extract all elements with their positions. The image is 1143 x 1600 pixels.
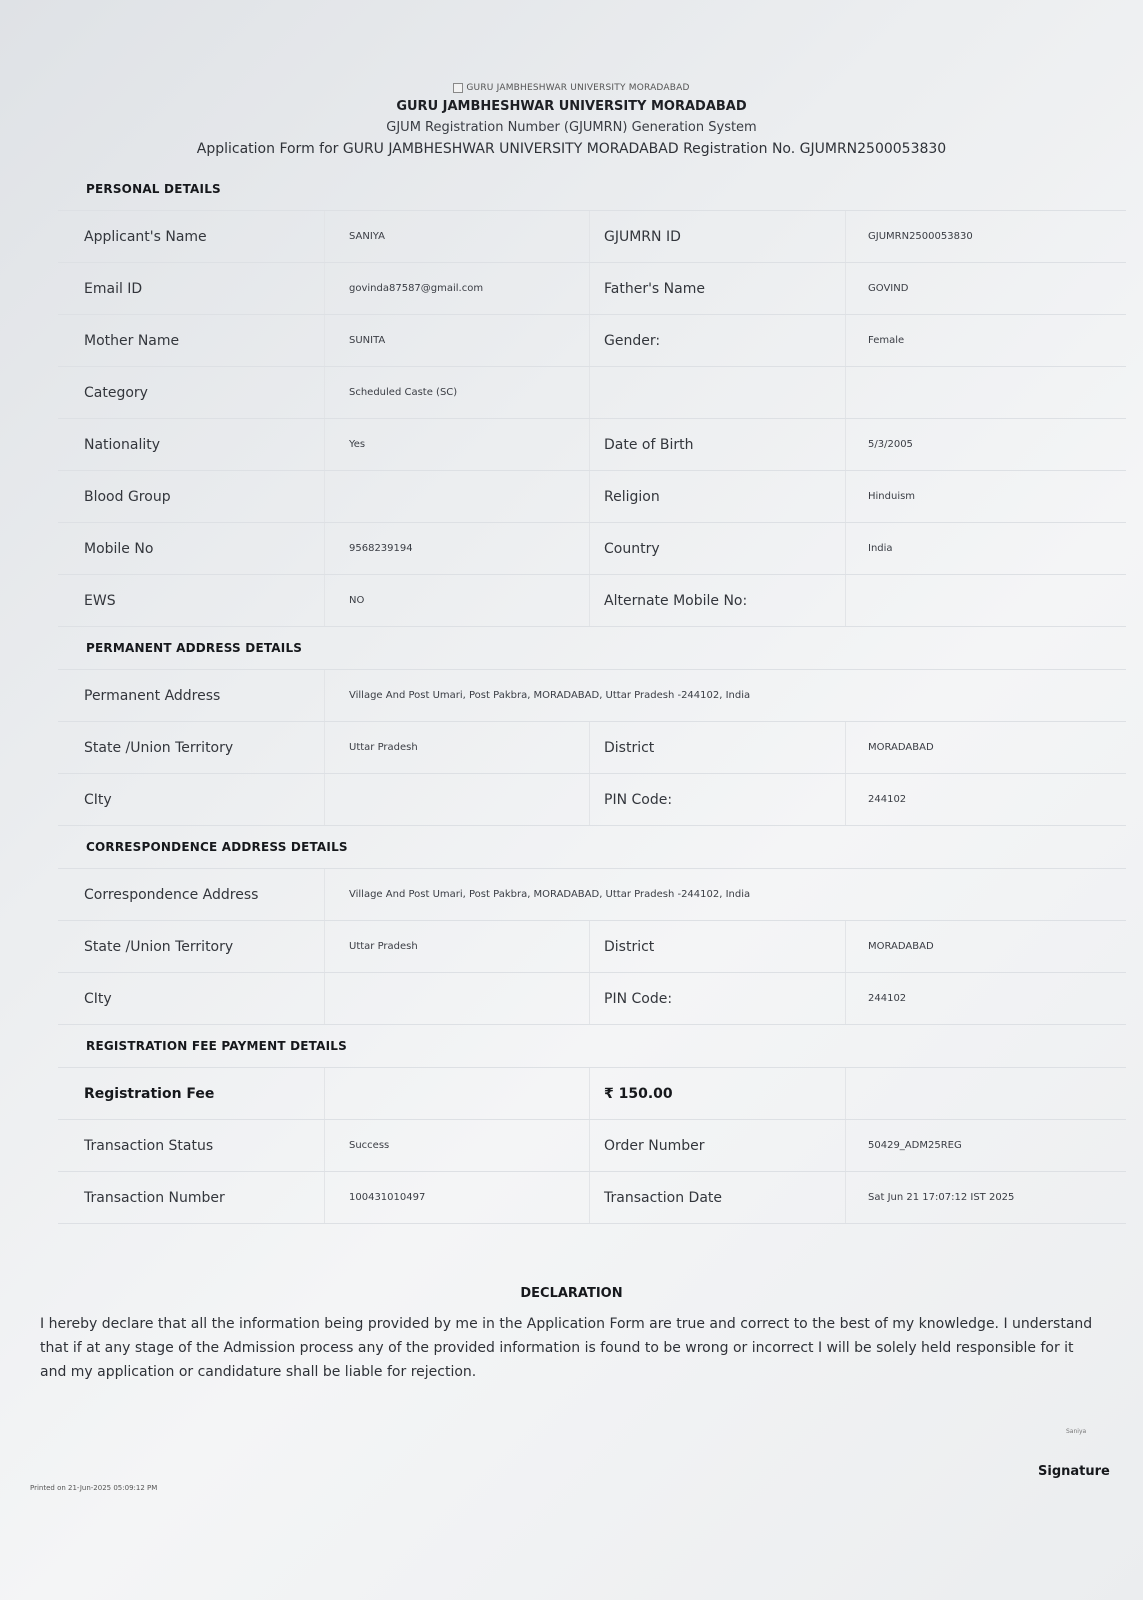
table-row <box>58 774 1126 826</box>
table-row <box>58 1068 1126 1120</box>
form-table <box>58 168 1126 1224</box>
table-row <box>58 315 1126 367</box>
field-value <box>325 471 590 522</box>
table-row <box>58 869 1126 921</box>
table-row <box>58 211 1126 263</box>
field-value: MORADABAD <box>868 742 934 753</box>
field-value: GOVIND <box>868 283 909 294</box>
field-value <box>325 973 590 1024</box>
field-value: Sat Jun 21 17:07:12 IST 2025 <box>868 1192 1015 1203</box>
declaration-heading: DECLARATION <box>520 1286 623 1301</box>
field-value <box>325 1068 590 1119</box>
signature-image: Saniya <box>1066 1428 1087 1435</box>
field-label: Transaction Status <box>58 1120 325 1171</box>
table-row <box>58 670 1126 722</box>
field-value <box>325 774 590 825</box>
field-label: State /Union Territory <box>58 921 325 972</box>
field-value: 100431010497 <box>325 1172 590 1223</box>
field-value: India <box>868 543 893 554</box>
signature-label: Signature <box>1038 1464 1110 1479</box>
field-value <box>846 1068 1126 1119</box>
field-label: GJUMRN ID <box>590 211 846 262</box>
registration-fee-amount: ₹ 150.00 <box>590 1068 846 1119</box>
form-header <box>0 78 1143 157</box>
field-label: PIN Code: <box>590 774 846 825</box>
field-label: CIty <box>58 973 325 1024</box>
field-label: State /Union Territory <box>58 722 325 773</box>
field-value: SANIYA <box>325 211 590 262</box>
field-label: Permanent Address <box>58 670 325 721</box>
table-row <box>58 471 1126 523</box>
university-logo <box>453 83 689 93</box>
table-row <box>58 263 1126 315</box>
table-row <box>58 523 1126 575</box>
table-row <box>58 575 1126 627</box>
field-value: govinda87587@gmail.com <box>325 263 590 314</box>
table-row <box>58 367 1126 419</box>
field-value: Female <box>868 335 905 346</box>
field-value: Scheduled Caste (SC) <box>325 367 590 418</box>
field-label: EWS <box>58 575 325 626</box>
field-label: Transaction Date <box>590 1172 846 1223</box>
field-label: Gender: <box>590 315 846 366</box>
permanent-address-heading: PERMANENT ADDRESS DETAILS <box>58 627 1126 670</box>
field-label: District <box>590 722 846 773</box>
field-value: Village And Post Umari, Post Pakbra, MORADABAD, Uttar Pradesh -244102, India <box>349 889 751 900</box>
broken-image-icon <box>453 83 463 93</box>
application-title: Application Form for GURU JAMBHESHWAR UNIVERSITY MORADABAD Registration No. GJUMRN2500053830 <box>196 141 947 157</box>
personal-details-heading: PERSONAL DETAILS <box>58 168 1126 211</box>
logo-alt-text: GURU JAMBHESHWAR UNIVERSITY MORADABAD <box>466 83 690 93</box>
field-label: Order Number <box>590 1120 846 1171</box>
field-value: 5/3/2005 <box>868 439 913 450</box>
field-label <box>590 367 846 418</box>
field-value: 50429_ADM25REG <box>868 1140 962 1151</box>
system-name: GJUM Registration Number (GJUMRN) Generation System <box>386 120 757 135</box>
field-label: Blood Group <box>58 471 325 522</box>
field-label: Nationality <box>58 419 325 470</box>
field-value: 244102 <box>868 794 907 805</box>
field-value: SUNITA <box>325 315 590 366</box>
field-label: Mobile No <box>58 523 325 574</box>
registration-fee-label: Registration Fee <box>58 1068 325 1119</box>
field-value: Uttar Pradesh <box>325 722 590 773</box>
field-label: Date of Birth <box>590 419 846 470</box>
field-label: District <box>590 921 846 972</box>
field-value: NO <box>325 575 590 626</box>
table-row <box>58 419 1126 471</box>
field-value <box>846 367 1126 418</box>
field-label: Alternate Mobile No: <box>590 575 846 626</box>
field-value: Yes <box>325 419 590 470</box>
field-label: Father's Name <box>590 263 846 314</box>
university-name: GURU JAMBHESHWAR UNIVERSITY MORADABAD <box>396 99 747 114</box>
payment-details-heading: REGISTRATION FEE PAYMENT DETAILS <box>58 1025 1126 1068</box>
table-row <box>58 722 1126 774</box>
field-label: Applicant's Name <box>58 211 325 262</box>
field-value <box>846 575 1126 626</box>
field-value: Uttar Pradesh <box>325 921 590 972</box>
field-value: Hinduism <box>868 491 916 502</box>
correspondence-address-heading: CORRESPONDENCE ADDRESS DETAILS <box>58 826 1126 869</box>
field-label: Religion <box>590 471 846 522</box>
field-label: Email ID <box>58 263 325 314</box>
field-label: Country <box>590 523 846 574</box>
field-value: 9568239194 <box>325 523 590 574</box>
field-label: CIty <box>58 774 325 825</box>
field-value: MORADABAD <box>868 941 934 952</box>
field-label: Correspondence Address <box>58 869 325 920</box>
field-label: Mother Name <box>58 315 325 366</box>
field-value: Village And Post Umari, Post Pakbra, MORADABAD, Uttar Pradesh -244102, India <box>349 690 751 701</box>
field-label: Category <box>58 367 325 418</box>
declaration-text: I hereby declare that all the information being provided by me in the Application Form are true and correct to the best of my knowledge. I understand that if at any stage of the Admission process any of the provided information is found to be wrong or incorrect I will be solely held responsible for it and my application or candidature shall be liable for rejection. <box>40 1316 1093 1380</box>
table-row <box>58 1120 1126 1172</box>
table-row <box>58 1172 1126 1224</box>
field-label: Transaction Number <box>58 1172 325 1223</box>
printed-timestamp: Printed on 21-Jun-2025 05:09:12 PM <box>30 1484 158 1492</box>
field-value: 244102 <box>868 993 907 1004</box>
table-row <box>58 973 1126 1025</box>
field-value: Success <box>325 1120 590 1171</box>
table-row <box>58 921 1126 973</box>
field-value: GJUMRN2500053830 <box>868 231 973 242</box>
field-label: PIN Code: <box>590 973 846 1024</box>
